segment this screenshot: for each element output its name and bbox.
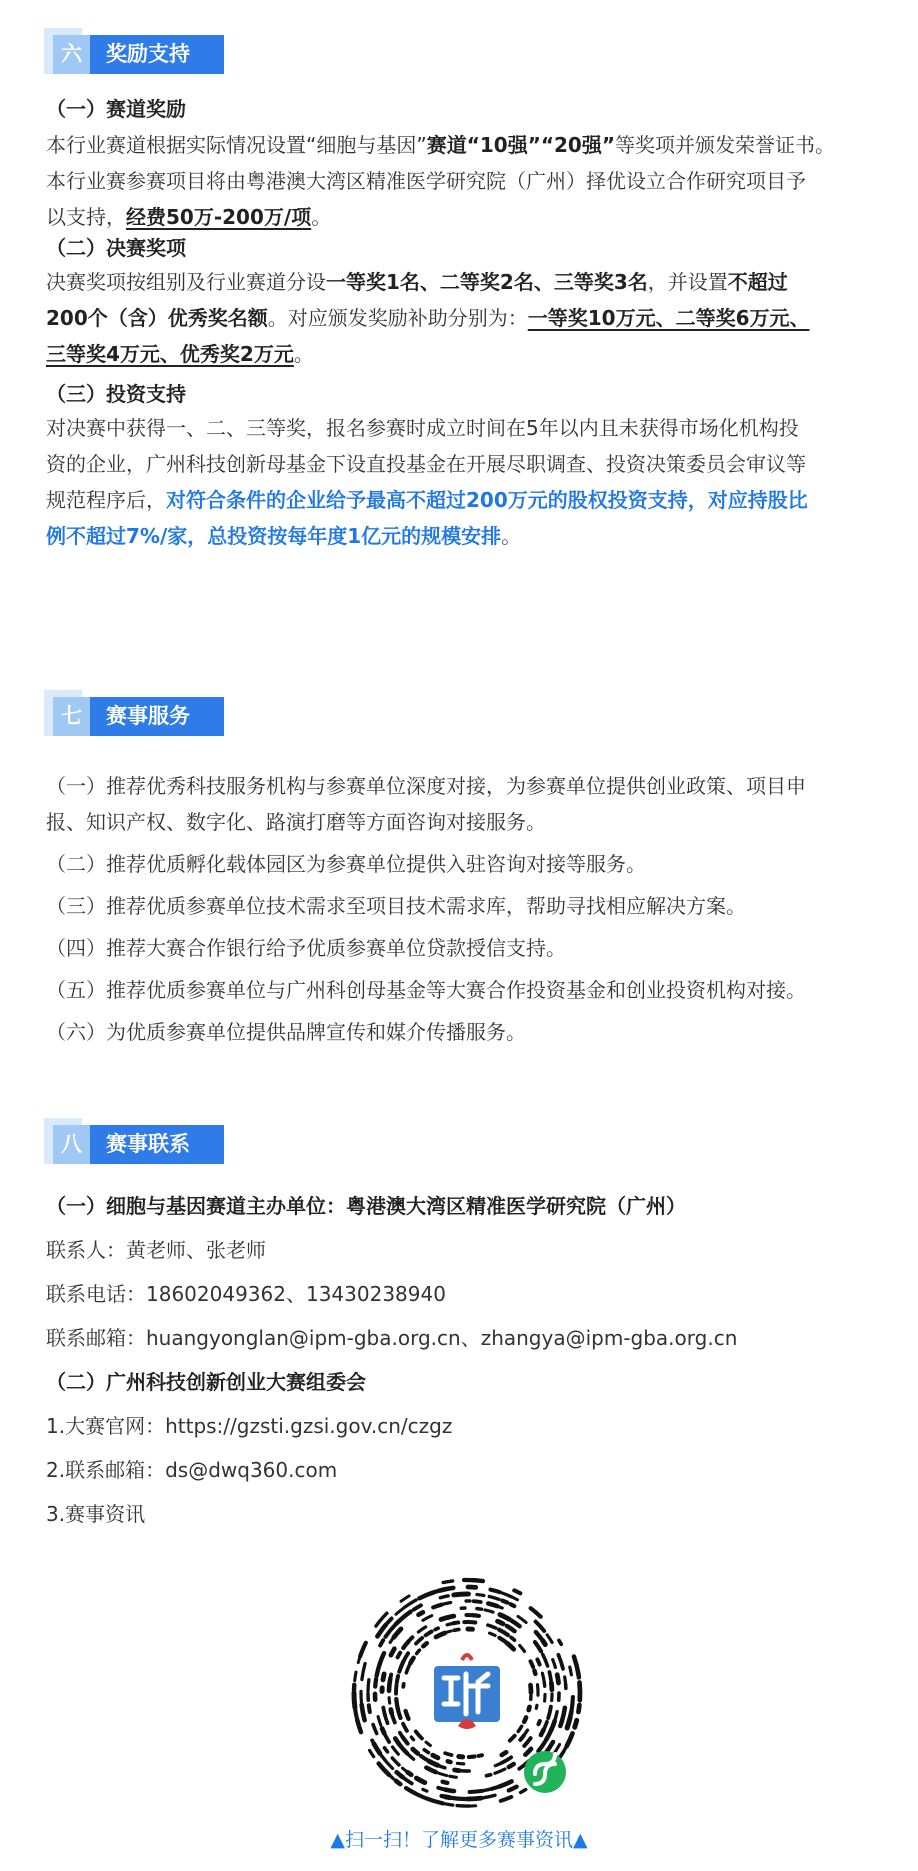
list-item: （三）推荐优质参赛单位技术需求至项目技术需求库，帮助寻找相应解决方案。 (46, 894, 746, 918)
contact-email[interactable]: 联系邮箱：huangyonglan@ipm-gba.org.cn、zhangya@ipm-gba.org.cn (46, 1326, 738, 1350)
qr-dash (468, 1798, 481, 1799)
qr-dash (524, 1717, 526, 1721)
qr-dash (426, 1768, 436, 1773)
qr-dash (534, 1671, 535, 1674)
qr-dash (536, 1632, 541, 1638)
qr-dash (559, 1640, 561, 1644)
qr-dash (382, 1756, 386, 1762)
text-line: 本行业赛道根据实际情况设置“细胞与基因”赛道“10强”“20强”等奖项并颁发荣誉证书。 (46, 133, 835, 157)
qr-dash (487, 1775, 491, 1776)
qr-dash (469, 1757, 475, 1758)
section-title: 赛事联系 (90, 1125, 224, 1164)
qr-dash (406, 1788, 415, 1793)
qr-dash (489, 1597, 499, 1600)
qr-dash (445, 1753, 452, 1755)
qr-dash (538, 1685, 539, 1696)
qr-dash (548, 1707, 551, 1718)
text-line: 以支持，经费50万-200万/项。 (46, 205, 332, 229)
subheading-investment: （三）投资支持 (46, 382, 186, 406)
qr-dash (370, 1750, 374, 1756)
service-list (46, 768, 891, 1050)
qr-dash (470, 1791, 482, 1792)
qr-dash (507, 1643, 513, 1649)
qr-dash (455, 1630, 459, 1631)
qr-dash (440, 1588, 454, 1591)
qr-dash (435, 1628, 438, 1629)
qr-dash (385, 1748, 388, 1752)
text-line: 200个（含）优秀奖名额。对应颁发奖励补助分别为：一等奖10万元、二等奖6万元、 (46, 306, 810, 330)
qr-dash (411, 1658, 414, 1663)
qr-dash (396, 1699, 398, 1709)
qr-dash (398, 1653, 401, 1658)
contact-phone: 联系电话：18602049362、13430238940 (46, 1282, 446, 1306)
qr-dash (433, 1755, 438, 1758)
qr-dash (509, 1787, 517, 1791)
qr-dash (396, 1685, 397, 1694)
qr-dash (383, 1674, 384, 1680)
section-number: 八 (53, 1125, 90, 1164)
qr-dash (511, 1604, 515, 1606)
qr-dash (410, 1637, 412, 1639)
qr-dash (360, 1643, 366, 1657)
section-title: 赛事服务 (90, 697, 224, 736)
qr-dash (570, 1667, 572, 1675)
prize-amount-highlight: 一等奖10万元、二等奖6万元、 (527, 306, 810, 330)
paragraph-final-award (46, 264, 891, 372)
qr-dash (520, 1736, 523, 1740)
qr-dash (477, 1609, 482, 1610)
qr-dash (521, 1790, 526, 1793)
qr-dash (421, 1756, 426, 1760)
qr-dash (445, 1631, 452, 1633)
section-number: 七 (53, 697, 90, 736)
qr-dash (429, 1761, 438, 1765)
qr-dash (575, 1720, 577, 1727)
subheading-final-award: （二）决赛奖项 (46, 236, 186, 260)
paragraph-investment (46, 410, 891, 554)
contact-person: 联系人：黄老师、张老师 (46, 1238, 266, 1262)
news-label: 3.赛事资讯 (46, 1502, 146, 1526)
qr-dash (488, 1625, 496, 1628)
qr-dash (491, 1590, 500, 1593)
qr-dash (531, 1661, 534, 1667)
qr-dash (510, 1736, 515, 1741)
qr-dash (419, 1612, 423, 1615)
qr-dash (490, 1633, 496, 1635)
committee-email[interactable]: 2.联系邮箱：ds@dwq360.com (46, 1458, 338, 1482)
list-item: （五）推荐优质参赛单位与广州科创母基金等大赛合作投资基金和创业投资机构对接。 (46, 978, 806, 1002)
qr-dash (440, 1596, 448, 1598)
text-line: 规范程序后，对符合条件的企业给予最高不超过200万元的股权投资支持，对应持股比 (46, 488, 808, 512)
qr-dash (495, 1769, 505, 1773)
qr-dash (408, 1772, 412, 1775)
text-line: 例不超过7%/家，总投资按每年度1亿元的规模安排。 (46, 524, 522, 548)
list-item: （一）推荐优秀科技服务机构与参赛单位深度对接，为参赛单位提供创业政策、项目申 (46, 774, 806, 798)
qr-dash (390, 1675, 391, 1679)
qr-dash (451, 1616, 454, 1617)
committee-heading: （二）广州科技创新创业大赛组委会 (46, 1370, 366, 1394)
qr-dash (416, 1778, 424, 1783)
qr-dash (536, 1705, 537, 1708)
qr-dash (397, 1772, 403, 1777)
section-7-badge (44, 690, 224, 736)
qr-dash (362, 1664, 365, 1680)
qr-dash (495, 1763, 501, 1766)
qr-dash (518, 1726, 522, 1731)
qr-dash (399, 1612, 410, 1621)
qr-dash (396, 1608, 404, 1614)
qr-dash (580, 1683, 581, 1701)
qr-dash (443, 1581, 452, 1583)
qr-dash (392, 1758, 399, 1765)
qr-dash (403, 1641, 408, 1648)
qr-dash (416, 1638, 422, 1644)
qr-dash (535, 1642, 541, 1651)
qr-dash (578, 1705, 579, 1712)
qr-dash (474, 1580, 483, 1581)
qr-dash (382, 1728, 384, 1733)
qr-dash (567, 1718, 570, 1728)
qr-dash (544, 1682, 545, 1686)
prize-amount-highlight: 三等奖4万元、优秀奖2万元 (46, 342, 294, 366)
qr-dash (423, 1789, 427, 1791)
qr-dash (501, 1797, 512, 1801)
qr-dash (561, 1663, 563, 1669)
text-line: 资的企业，广州科技创新母基金下设直投基金在开展尽职调查、投资决策委员会审议等 (46, 452, 806, 476)
qr-dash (362, 1705, 365, 1720)
qr-dash (391, 1710, 392, 1714)
qr-dash (426, 1632, 432, 1636)
qr-dash (455, 1770, 460, 1771)
section-6-badge (44, 28, 224, 74)
list-item: （二）推荐优质孵化载体园区为参赛单位提供入驻咨询对接等服务。 (46, 852, 646, 876)
qr-dash (541, 1730, 544, 1735)
text-line: 本行业赛参赛项目将由粤港澳大湾区精准医学研究院（广州）择优设立合作研究项目予 (46, 169, 806, 193)
text-line: 对决赛中获得一、二、三等奖，报名参赛时成立时间在5年以内且未获得市场化机构投 (46, 416, 799, 440)
qr-dash (479, 1755, 482, 1756)
qr-dash (474, 1601, 481, 1602)
mini-program-code[interactable] (348, 1574, 586, 1812)
qr-dash (443, 1782, 448, 1783)
qr-dash (361, 1691, 362, 1703)
qr-dash (406, 1711, 409, 1719)
qr-dash (578, 1672, 579, 1677)
qr-dash (511, 1621, 519, 1627)
qr-dash (518, 1616, 526, 1622)
list-item: （四）推荐大赛合作银行给予优质参赛单位贷款授信支持。 (46, 936, 566, 960)
qr-dash (492, 1784, 505, 1789)
qr-dash (539, 1721, 540, 1724)
qr-dash (395, 1738, 399, 1744)
qr-dash (520, 1645, 525, 1651)
subheading-track-award: （一）赛道奖励 (46, 97, 186, 121)
qr-dash (393, 1747, 399, 1754)
qr-dash (418, 1627, 425, 1632)
qr-dash (354, 1693, 355, 1707)
qr-dash (438, 1773, 447, 1776)
qr-dash (426, 1742, 430, 1745)
qr-dash (538, 1742, 545, 1751)
qr-dash (457, 1763, 463, 1764)
qr-dash (502, 1752, 507, 1755)
qr-dash (438, 1788, 445, 1790)
qr-dash (396, 1781, 400, 1784)
qr-dash (436, 1633, 445, 1637)
qr-dash (529, 1707, 530, 1710)
qr-dash (488, 1604, 497, 1607)
section-8-badge (44, 1118, 224, 1164)
qr-dash (445, 1797, 450, 1798)
list-item: 报、知识产权、数字化、路演打磨等方面咨询对接服务。 (46, 810, 546, 834)
qr-dash (543, 1655, 548, 1667)
qr-dash (378, 1717, 381, 1726)
qr-dash (507, 1626, 515, 1631)
paragraph-track-award (46, 127, 891, 235)
qr-dash (369, 1705, 370, 1712)
qr-dash (413, 1749, 418, 1754)
section-title: 奖励支持 (90, 35, 224, 74)
qr-dash (499, 1630, 508, 1636)
qr-dash (401, 1596, 409, 1601)
qr-dash (411, 1737, 413, 1740)
qr-dash (483, 1795, 496, 1798)
qr-dash (473, 1615, 479, 1616)
qr-dash (557, 1675, 558, 1683)
text-line: 决赛奖项按组别及行业赛道分设一等奖1名、二等奖2名、三等奖3名，并设置不超过 (46, 270, 788, 294)
qr-dash (509, 1764, 514, 1767)
funding-highlight: 经费50万-200万/项 (126, 205, 312, 229)
qr-dash (498, 1621, 503, 1624)
qr-dash (485, 1610, 493, 1612)
qr-dash (424, 1750, 428, 1753)
qr-dash (403, 1724, 407, 1731)
qr-dash (388, 1619, 392, 1623)
official-website-link[interactable]: 1.大赛官网：https://gzsti.gzsi.gov.cn/czgz (46, 1414, 453, 1438)
qr-dash (416, 1731, 422, 1738)
qr-dash (536, 1622, 545, 1631)
qr-dash (511, 1637, 514, 1640)
qr-dash (519, 1766, 523, 1769)
qr-dash (524, 1738, 530, 1746)
qr-dash (448, 1761, 451, 1762)
qr-caption: ▲扫一扫！了解更多赛事资讯▲ (330, 1829, 588, 1851)
qr-dash (394, 1629, 401, 1637)
qr-dash (403, 1737, 408, 1743)
qr-dash (525, 1749, 531, 1755)
qr-dash (514, 1590, 520, 1593)
qr-dash (397, 1676, 398, 1682)
qr-dash (537, 1660, 539, 1665)
qr-dash (403, 1653, 408, 1662)
qr-dash (531, 1608, 541, 1617)
qr-dash (373, 1725, 377, 1734)
qr-dash (400, 1733, 402, 1737)
qr-dash (542, 1640, 545, 1644)
text-line: 三等奖4万元、优秀奖2万元。 (46, 342, 314, 366)
section-number: 六 (53, 35, 90, 74)
qr-dash (403, 1768, 407, 1772)
qr-dash (560, 1721, 562, 1726)
qr-dash (553, 1660, 556, 1668)
qr-dash (477, 1595, 484, 1596)
qr-dash (423, 1616, 432, 1621)
organizer-heading: （一）细胞与基因赛道主办单位：粤港澳大湾区精准医学研究院（广州） (46, 1194, 686, 1218)
qr-dash (546, 1729, 552, 1740)
qr-dash (551, 1683, 552, 1690)
qr-dash (531, 1685, 532, 1693)
qr-dash (383, 1708, 385, 1716)
qr-dash (382, 1655, 384, 1659)
qr-dash (502, 1601, 507, 1603)
qr-dash (391, 1649, 395, 1656)
qr-dash (547, 1635, 552, 1643)
qr-dash (500, 1615, 509, 1620)
event-logo-icon (434, 1655, 500, 1729)
qr-dash (454, 1594, 469, 1595)
qr-dash (577, 1665, 578, 1670)
qr-dash (450, 1776, 457, 1777)
qr-dash (404, 1600, 416, 1607)
qr-dash (454, 1623, 459, 1624)
list-item: （六）为优质参赛单位提供品牌宣传和媒介传播服务。 (46, 1020, 526, 1044)
qr-dash (372, 1740, 375, 1745)
qr-dash (355, 1672, 356, 1681)
qr-dash (380, 1640, 383, 1645)
qr-dash (417, 1650, 420, 1654)
qr-dash (389, 1698, 390, 1703)
qr-dash (423, 1643, 427, 1646)
qr-dash (368, 1680, 369, 1691)
qr-dash (498, 1606, 503, 1608)
qr-dash (414, 1605, 421, 1609)
qr-dash (375, 1679, 376, 1687)
qr-dash (389, 1679, 390, 1691)
